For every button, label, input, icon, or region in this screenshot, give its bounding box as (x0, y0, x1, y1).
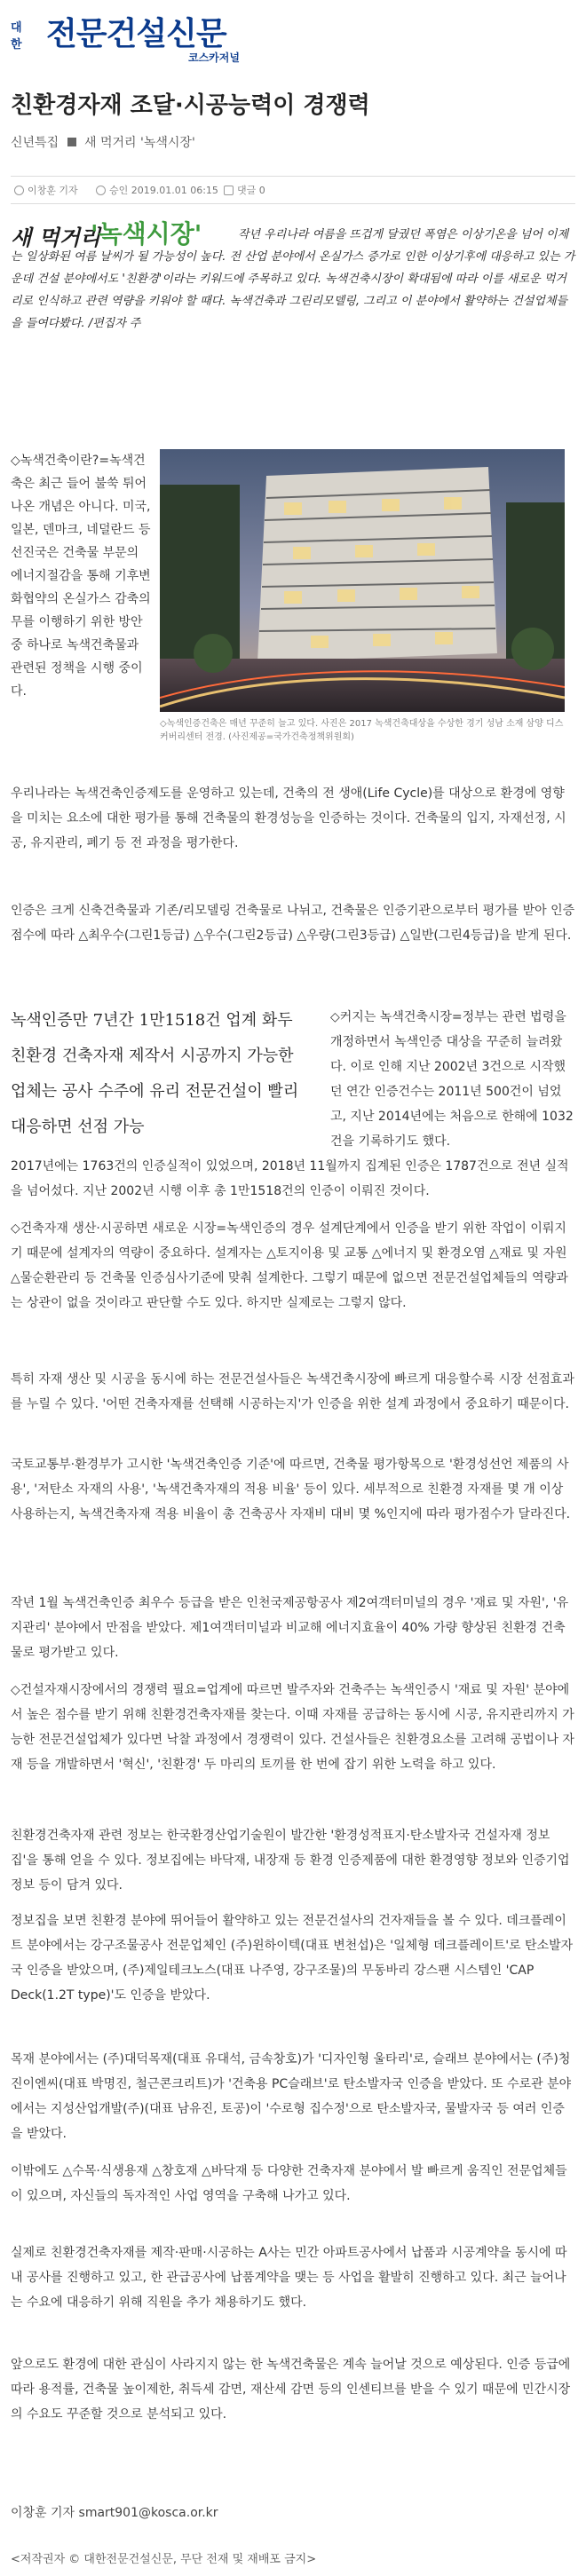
paragraph-evaluation-criteria: 국토교통부·환경부가 고시한 '녹색건축인증 기준'에 따르면, 건축물 평가항목으로 '환경성선언 제품의 사용', '저탄소 자재의 사용', '녹색건축자재의 적용 비율' 등이 있다. 세부적으로 친환경 자재를 몇 개 이상 사용하는지, 녹색건축자재 적용 비율이 총 건축공사 자재비 대비 몇 %인지에 따라 평가점수가 달라진다. (11, 1458, 571, 1521)
banner-text-2: '녹색시장' (91, 219, 202, 249)
lead-paragraph: 작년 우리나라 여름을 뜨겁게 달궜던 폭염은 이상기온을 넘어 이제는 일상화된 여름 날씨가 될 가능성이 높다. 전 산업 분야에서 온실가스 증가로 인한 이상기후에 대응하고 있는 가운데 건설 분야에서도 '친환경'이라는 키워드에 주목하고 있다. 녹색건축시장이 확대됨에 따라 이를 새로운 먹거리로 인식하고 관련 역량을 키워야 할 때다. 녹색건축과 그린리모델링, 그리고 이 분야에서 활약하는 건설업체들을 들여다봤다. /편집자 주 (11, 228, 575, 330)
article-meta (11, 176, 575, 204)
paragraph-certification-stats: 2017년에는 1763건의 인증실적이 있었으며, 2018년 11월까지 집계된 인증은 1787건으로 전년 실적을 넘어섰다. 지난 2002년 시행 이후 총 1만1518건의 인증이 이뤄진 것이다. (11, 1159, 569, 1198)
comment-icon (224, 186, 234, 195)
building-photo (160, 449, 565, 712)
section-name: 신년특집 (11, 136, 59, 150)
byline: 이창훈 기자 smart901@kosca.or.kr (11, 2506, 218, 2520)
bullet-square-icon (67, 138, 76, 146)
series-name: 새 먹거리 '녹색시장' (84, 136, 195, 150)
article-photo[interactable] (160, 449, 565, 712)
paragraph-company-a: 실제로 친환경건축자재를 제작·판매·시공하는 A사는 민간 아파트공사에서 납품과 시공계약을 동시에 따내 공사를 진행하고 있고, 한 관급공사에 납품계약을 맺는 등 사업을 활발히 진행하고 있다. 최근 늘어나는 수요에 대응하기 위해 직원을 추가 채용하기도 했다. (11, 2246, 567, 2310)
paragraph-info-book: 친환경건축자재 관련 정보는 한국환경산업기술원이 발간한 '환경성적표지·탄소발자국 건설자재 정보집'을 통해 얻을 수 있다. 정보집에는 바닥재, 내장재 등 환경 인증제품에 대한 환경영향 정보와 인증기업 정보 등이 담겨 있다. (11, 1829, 570, 1892)
paragraph-certification-grades: 인증은 크게 신축건축물과 기존/리모델링 건축물로 나뉘고, 건축물은 인증기관으로부터 평가를 받아 인증점수에 따라 △최우수(그린1등급) △우수(그린2등급) △우량(그린3등급) △일반(그린4등급)을 받게 된다. (11, 904, 575, 943)
comment-meta[interactable]: 댓글 0 (224, 183, 265, 197)
reporter-meta[interactable]: 이창훈 기자 (14, 183, 78, 197)
masthead-small: 대한 (11, 21, 22, 51)
pull-quote: 녹색인증만 7년간 1만1518건 업계 화두 친환경 건축자재 제작서 시공까지 가능한 업체는 공사 수주에 유리 전문건설이 빨리 대응하면 선점 가능 (11, 1011, 299, 1136)
paragraph-deck-plate: 정보집을 보면 친환경 분야에 뛰어들어 활약하고 있는 전문건설사의 건자재들을 볼 수 있다. 데크플레이트 분야에서는 강구조물공사 전문업체인 (주)윈하이텍(대표 변천섭)은 '일체형 데크플레이트'로 탄소발자국 인증을 받았으며, (주)제일테크노스(대표 나주영, 강구조물)의 무동바리 강스팬 시스템인 'CAP Deck(1.2T type)'도 인증을 받았다. (11, 1914, 574, 2003)
banner-text-1: 새 먹거리 (11, 225, 101, 250)
paragraph-competitiveness: ◇건설자재시장에서의 경쟁력 필요=업계에 따르면 발주자와 건축주는 녹색인증시 '재료 및 자원' 분야에서 높은 점수를 받기 위해 친환경건축자재를 찾는다. 이때 자재를 공급하는 동시에 시공, 유지관리까지 가능한 전문건설업체가 있다면 낙찰 과정에서 경쟁력이 있다. 건설사들은 친환경요소를 고려해 공법이나 자재 등을 개발하면서 '혁신', '친환경' 두 마리의 토끼를 한 번에 잡기 위한 노력을 하고 있다. (11, 1683, 574, 1772)
paragraph-green-building-intro: ◇녹색건축이란?=녹색건축은 최근 들어 불쑥 튀어나온 개념은 아니다. 미국, 일본, 덴마크, 네덜란드 등 선진국은 건축물 부문의 에너지절감을 통해 기후변화협약의 온실가스 감축의무를 이행하기 위한 방안 중 하나로 녹색건축물과 관련된 정책을 시행 중이다. (11, 454, 151, 699)
paragraph-incheon-airport: 작년 1월 녹색건축인증 최우수 등급을 받은 인천국제공항공사 제2여객터미널의 경우 '재료 및 자원', '유지관리' 분야에서 만점을 받았다. 제1여객터미널과 비교해 에너지효율이 40% 가량 향상된 친환경 건축물로 평가받고 있다. (11, 1596, 569, 1660)
user-icon (14, 186, 24, 195)
paragraph-materials-market: ◇건축자재 생산·시공하면 새로운 시장=녹색인증의 경우 설계단계에서 인증을 받기 위한 작업이 이뤄지기 때문에 설계자의 역량이 중요하다. 설계자는 △토지이용 및 교통 △에너지 및 환경오염 △재료 및 자원 △물순환관리 등 건축물 인증심사기준에 맞춰 설계한다. 그렇기 때문에 없으면 전문건설업체들의 역량과는 상관이 없을 것이라고 판단할 수도 있다. 하지만 실제로는 그렇지 않다. (11, 1221, 568, 1310)
article-section[interactable] (11, 133, 195, 151)
paragraph-other-fields: 이밖에도 △수목·식생용재 △창호재 △바닥재 등 다양한 건축자재 분야에서 발 빠르게 움직인 전문업체들이 있으며, 자신들의 독자적인 사업 영역을 구축해 나가고 있다. (11, 2164, 567, 2203)
date-meta: 승인 2019.01.01 06:15 (96, 183, 218, 197)
copyright-notice: <저작권자 © 대한전문건설신문, 무단 전재 및 재배포 금지> (11, 2553, 317, 2566)
article-headline: 친환경자재 조달·시공능력이 경쟁력 (11, 92, 370, 119)
photo-caption: ◇녹색인증건축은 매년 꾸준히 늘고 있다. 사진은 2017 녹색건축대상을 수상한 경기 성남 소재 삼양 디스커버리센터 전경. (사진제공=국가건축정책위원회) (160, 719, 564, 742)
masthead-subtitle: 코스카저널 (188, 51, 240, 64)
masthead-title: 전문건설신문 (46, 16, 226, 52)
paragraph-certification-system: 우리나라는 녹색건축인증제도를 운영하고 있는데, 건축의 전 생애(Life Cycle)를 대상으로 환경에 영향을 미치는 요소에 대한 평가를 통해 건축물의 환경성능을 인증하는 것이다. 건축물의 입지, 자재선정, 시공, 유지관리, 폐기 등 전 과정을 평가한다. (11, 786, 566, 850)
paragraph-wood-slab: 목재 분야에서는 (주)대덕목재(대표 유대석, 금속창호)가 '디자인형 울타리'로, 슬래브 분야에서는 (주)청진이엔씨(대표 박명진, 철근콘크리트)가 '건축용 PC슬래브'로 탄소발자국 인증을 받았다. 또 수로관 분야에서는 지성산업개발(주)(대표 남유진, 토공)이 '수로형 집수정'으로 탄소발자국, 물발자국 등 여러 인증을 받았다. (11, 2052, 572, 2141)
paragraph-growing-market: ◇커지는 녹색건축시장=정부는 관련 법령을 개정하면서 녹색인증 대상을 꾸준히 늘려왔다. 이로 인해 지난 2002년 3건으로 시작했던 연간 인증건수는 2011년 500건이 넘었고, 지난 2014년에는 처음으로 한해에 1032건을 기록하기도 했다. (330, 1010, 574, 1149)
paragraph-outlook: 앞으로도 환경에 대한 관심이 사라지지 않는 한 녹색건축물은 계속 늘어날 것으로 예상된다. 인증 등급에 따라 용적률, 건축물 높이제한, 취득세 감면, 재산세 감면 등의 인센티브를 받을 수 있기 때문에 민간시장의 수요도 꾸준할 것으로 분석되고 있다. (11, 2358, 571, 2422)
paragraph-market-preemption: 특히 자재 생산 및 시공을 동시에 하는 전문건설사들은 녹색건축시장에 빠르게 대응할수록 시장 선점효과를 누릴 수 있다. '어떤 건축자재를 선택해 시공하는지'가 인증을 위한 설계 과정에서 중요하기 때문이다. (11, 1372, 574, 1411)
clock-icon (96, 186, 106, 195)
